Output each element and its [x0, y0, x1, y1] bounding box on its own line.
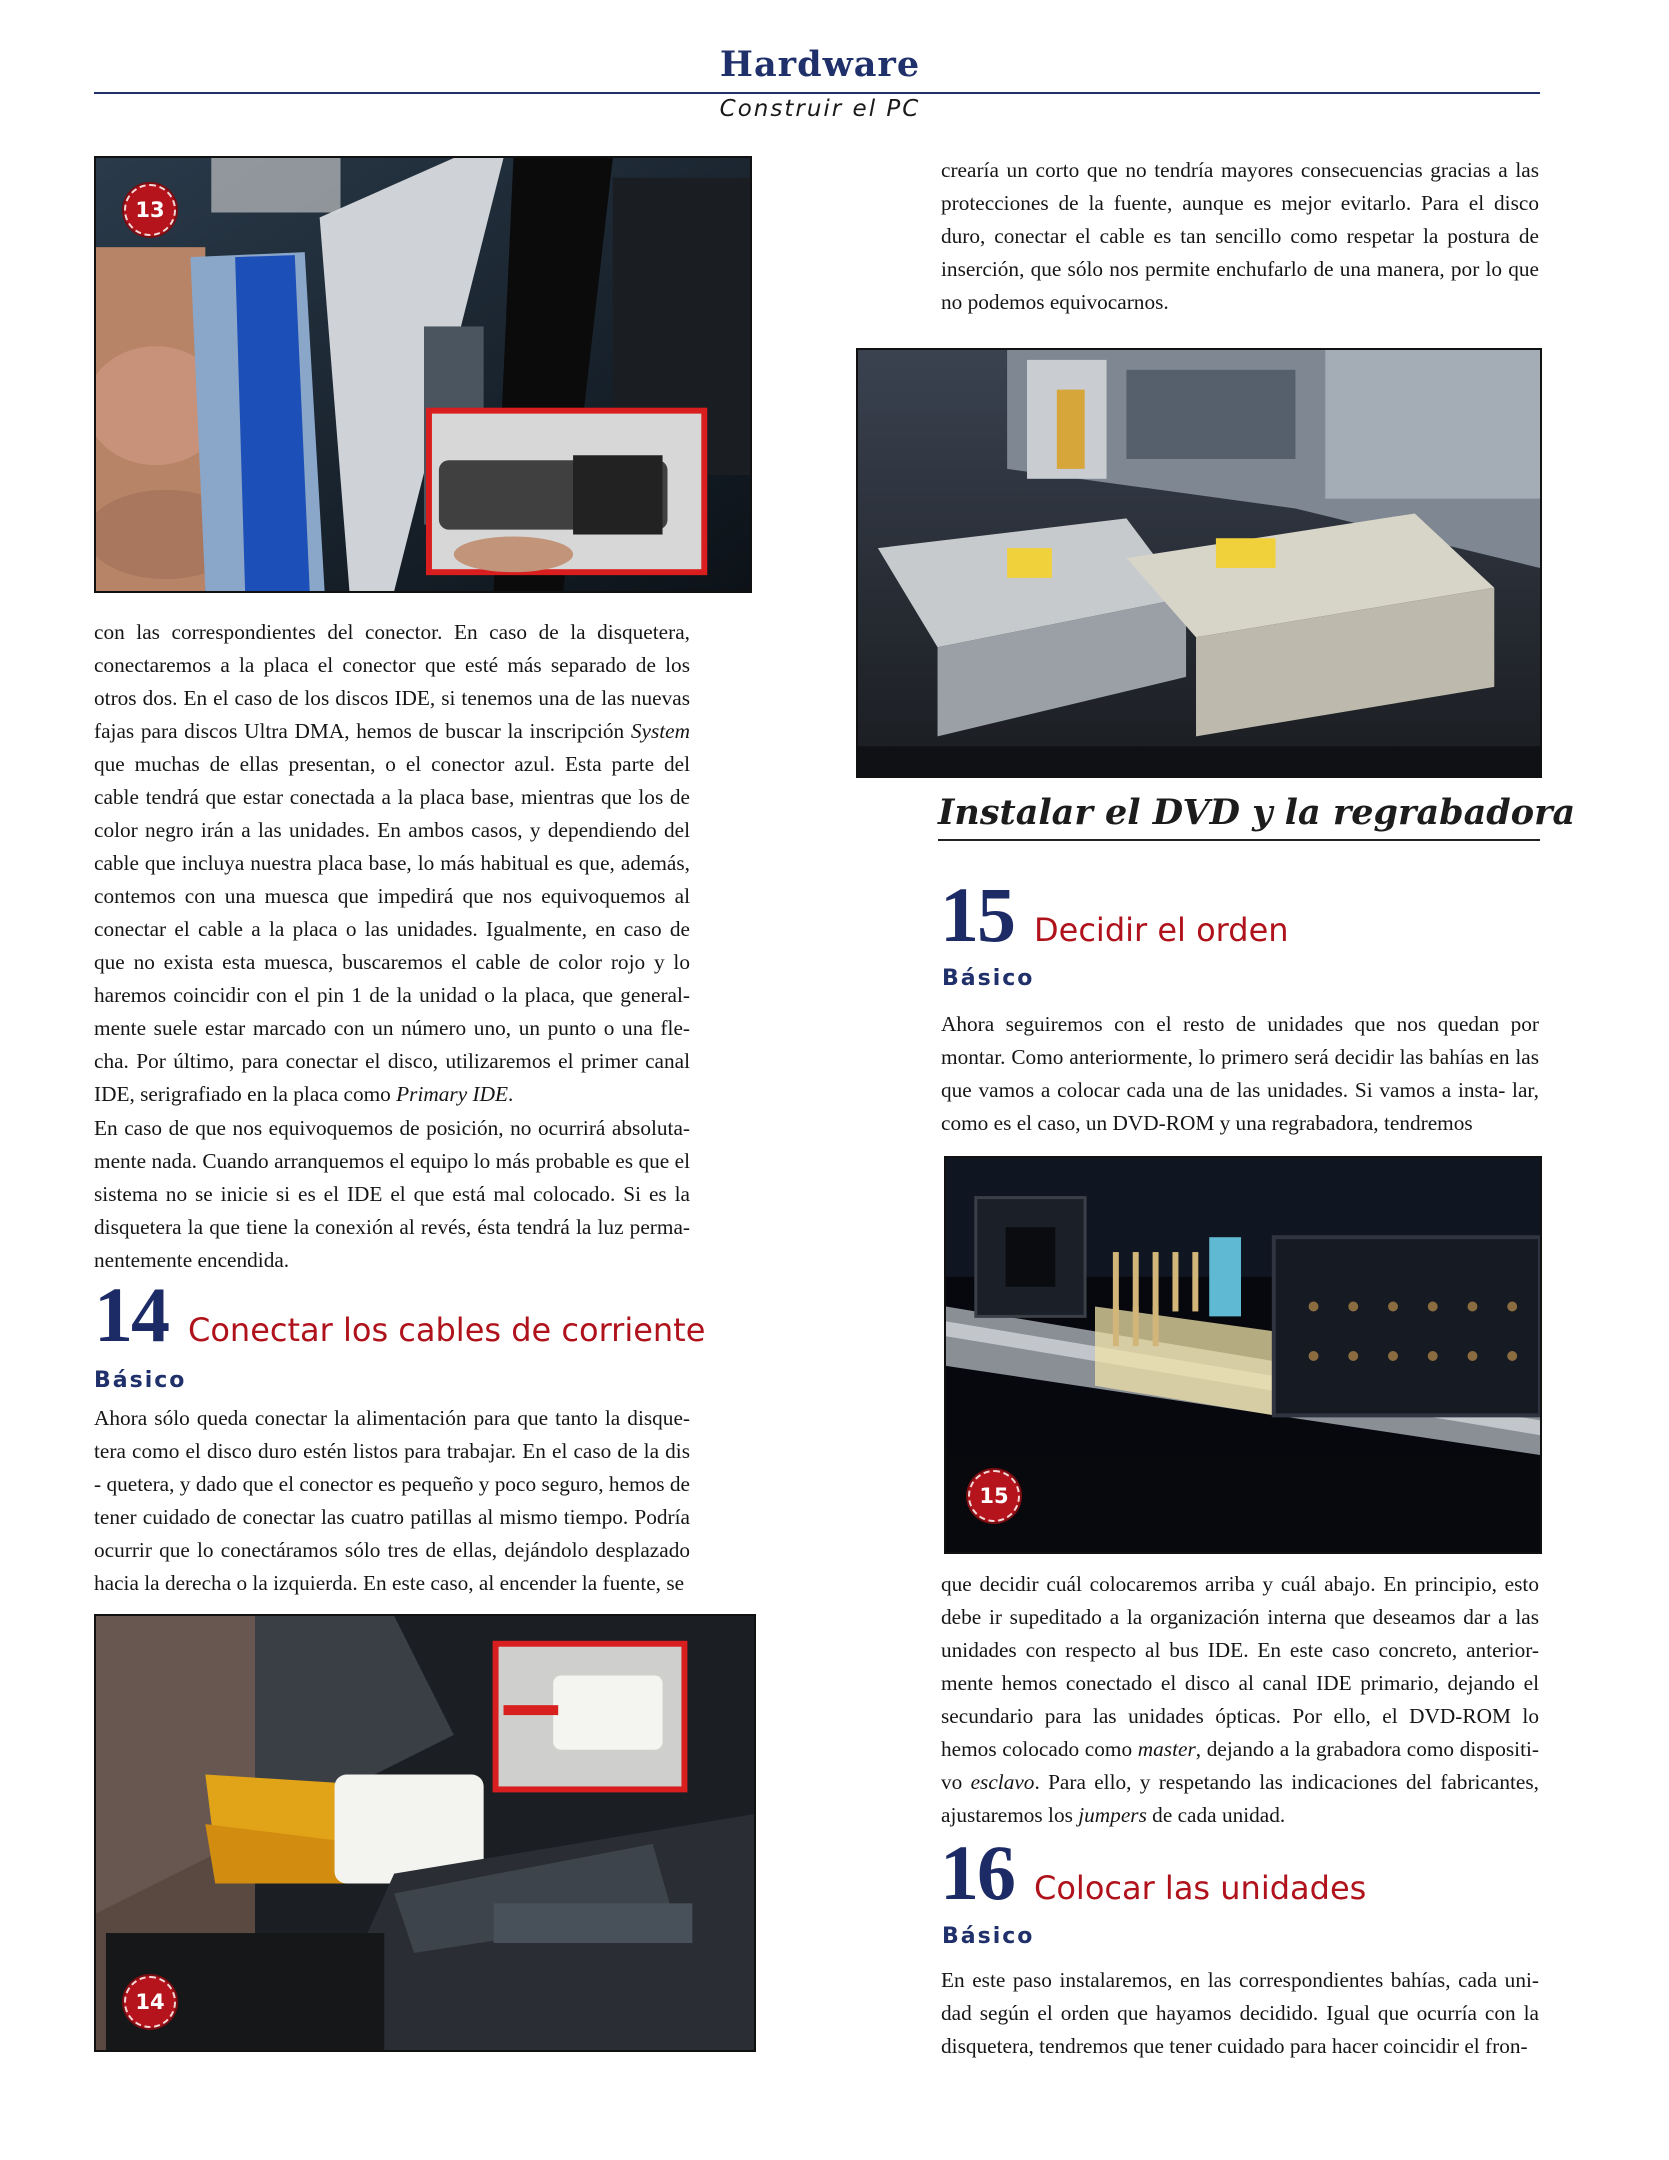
- step-14-heading: [94, 1271, 706, 1358]
- section-title: Instalar el DVD y la regrabadora: [938, 792, 1576, 833]
- figure-13-number-badge: 13: [124, 184, 176, 236]
- step-16-number: 16: [940, 1829, 1014, 1916]
- step-15-number: 15: [940, 871, 1014, 958]
- figure-13-ide-cable-photo: [94, 156, 752, 593]
- step-16-level: Básico: [942, 1924, 1035, 1949]
- step-16-title: Colocar las unidades: [1034, 1869, 1367, 1907]
- figure-14-number-badge: 14: [124, 1976, 176, 2028]
- step-14-title: Conectar los cables de corriente: [188, 1311, 706, 1349]
- figure-15-number-badge: 15: [968, 1470, 1020, 1522]
- step-15-title: Decidir el orden: [1034, 911, 1289, 949]
- step-14-text: Ahora sólo queda conectar la alimentación para que tanto la disque- tera como el disco duro estén listos para trabajar. En el caso de la dis - quetera, y dado que el conector es pequeño y poco seguro, hemos de tener cuidado de conectar las cuatro patillas al mismo tiempo. Podría ocurrir que lo conectáramos sólo tres de ellas, dejándolo desplazado hacia la derecha o la izquierda. En este caso, al encender la fuente, se: [94, 1406, 690, 1595]
- step-16-heading: [940, 1829, 1367, 1916]
- step-15-level: Básico: [942, 966, 1035, 991]
- step-15-text: Ahora seguiremos con el resto de unidades que nos quedan por montar. Como anteriormente, lo primero será decidir las bahías en las que vamos a colocar cada una de las unidades. Si vamos a insta- lar, como es el caso, un DVD-ROM y una regrabadora, tendremos: [941, 1012, 1539, 1135]
- figure-dvd-drives-photo: [856, 348, 1542, 778]
- figure-14-power-connector-photo: [94, 1614, 756, 2052]
- step-15-heading: [940, 871, 1289, 958]
- step-14-number: 14: [94, 1271, 168, 1358]
- header-rule: [94, 92, 1540, 94]
- section-title-rule: [938, 839, 1540, 841]
- page-header-subtitle: Construir el PC: [719, 96, 921, 122]
- right-paragraph-0: crearía un corto que no tendría mayores consecuencias gracias a las protecciones de la fuente, aunque es mejor evitarlo. Para el disco duro, conectar el cable es tan sencillo como respetar la postura de inserción, que sólo nos permite enchufarlo de una manera, por lo que no podemos equivocarnos.: [941, 158, 1539, 314]
- step-14-level: Básico: [94, 1368, 187, 1393]
- left-paragraph-2: En caso de que nos equivoquemos de posición, no ocurrirá absoluta- mente nada. Cuando arranquemos el equipo lo más probable es que el sistema no se inicie si es el IDE el que está mal colocado. Si es la disquetera la que tiene la conexión al revés, ésta tendrá la luz perma- nentemente encendida.: [94, 1116, 690, 1272]
- step-15-text-continued: que decidir cuál colocaremos arriba y cuál abajo. En principio, esto debe ir supeditado a la organización interna que deseamos dar a las unidades con respecto al bus IDE. En este caso concreto, anterior- mente hemos conectado el disco al canal IDE primario, dejando el secundario para las unidades ópticas. Por ello, el DVD-ROM lo hemos colocado como master, dejando a la grabadora como dispositi- vo esclavo. Para ello, y respetando las indicaciones del fabricantes, ajustaremos los jumpers de cada unidad.: [941, 1572, 1539, 1827]
- left-paragraph-1: con las correspondientes del conector. En caso de la disquetera, conectaremos a la placa el conector que esté más separado de los otros dos. En el caso de los discos IDE, si tenemos una de las nuevas fajas para discos Ultra DMA, hemos de buscar la inscripción System que muchas de ellas presentan, o el conector azul. Esta parte del cable tendrá que estar conectada a la placa base, mientras que los de color negro irán a las unidades. En ambos casos, y dependiendo del cable que incluya nuestra placa base, lo más habitual es que, además, contemos con una muesca que impedirá que nos equivoquemos al conectar el cable a la placa o las unidades. Igualmente, en caso de que no exista esta muesca, buscaremos el cable de color rojo y lo haremos coincidir con el pin 1 de la unidad o la placa, que general- mente suele estar marcado con un número uno, un punto o una fle- cha. Por último, para conectar el disco, utilizaremos el primer canal IDE, serigrafiado en la placa como Primary IDE.: [94, 620, 690, 1106]
- page-header-title: Hardware: [719, 44, 921, 85]
- step-16-text: En este paso instalaremos, en las correspondientes bahías, cada uni- dad según el orden que hayamos decidido. Igual que ocurría con la disquetera, tendremos que tener cuidado para hacer coincidir el fron-: [941, 1968, 1539, 2058]
- figure-15-jumpers-photo: [944, 1156, 1542, 1554]
